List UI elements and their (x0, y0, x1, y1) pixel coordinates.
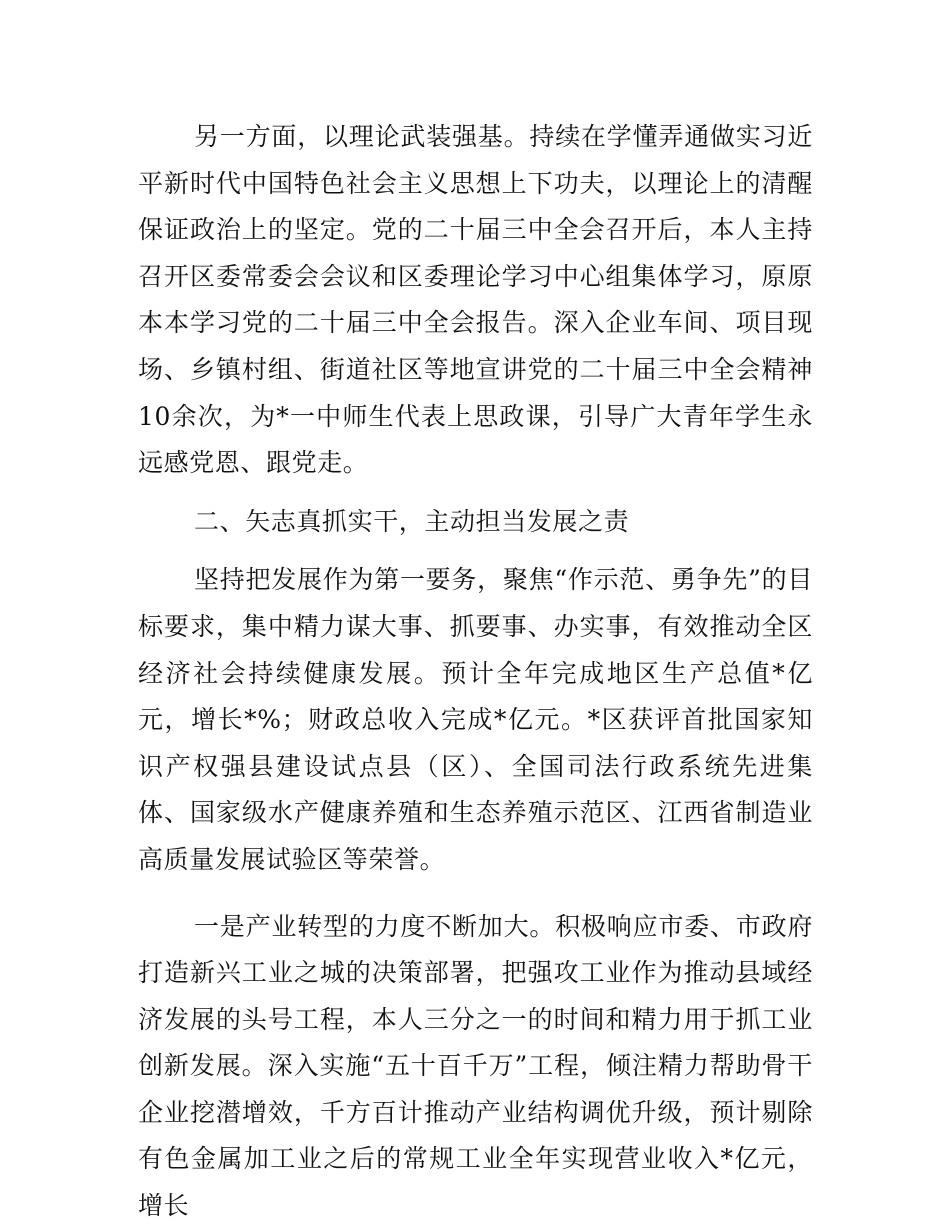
document-body (138, 114, 813, 1230)
section-heading: 二、矢志真抓实干，主动担当发展之责 (194, 506, 630, 536)
paragraph-development: 坚持把发展作为第一要务，聚焦“作示范、勇争先”的目标要求，集中精力谋大事、抓要事、办实事，有效推动全区经济社会持续健康发展。预计全年完成地区生产总值*亿元，增长*%；财政总收入完成*亿元。*区获评首批国家知识产权强县建设试点县（区）、全国司法行政系统先进集体、国家级水产健康养殖和生态养殖示范区、江西省制造业高质量发展试验区等荣誉。 (138, 565, 813, 874)
paragraph-industry: 一是产业转型的力度不断加大。积极响应市委、市政府打造新兴工业之城的决策部署，把强攻工业作为推动县域经济发展的头号工程，本人三分之一的时间和精力用于抓工业创新发展。深入实施“五十百千万”工程，倾注精力帮助骨干企业挖潜增效，千方百计推动产业结构调优升级，预计剔除有色金属加工业之后的常规工业全年实现营业收入*亿元，增长 (138, 911, 813, 1221)
paragraph-theory: 另一方面，以理论武装强基。持续在学懂弄通做实习近平新时代中国特色社会主义思想上下功夫，以理论上的清醒保证政治上的坚定。党的二十届三中全会召开后，本人主持召开区委常委会会议和区委理论学习中心组集体学习，原原本本学习党的二十届三中全会报告。深入企业车间、项目现场、乡镇村组、街道社区等地宣讲党的二十届三中全会精神10余次，为*一中师生代表上思政课，引导广大青年学生永远感党恩、跟党走。 (138, 122, 813, 478)
